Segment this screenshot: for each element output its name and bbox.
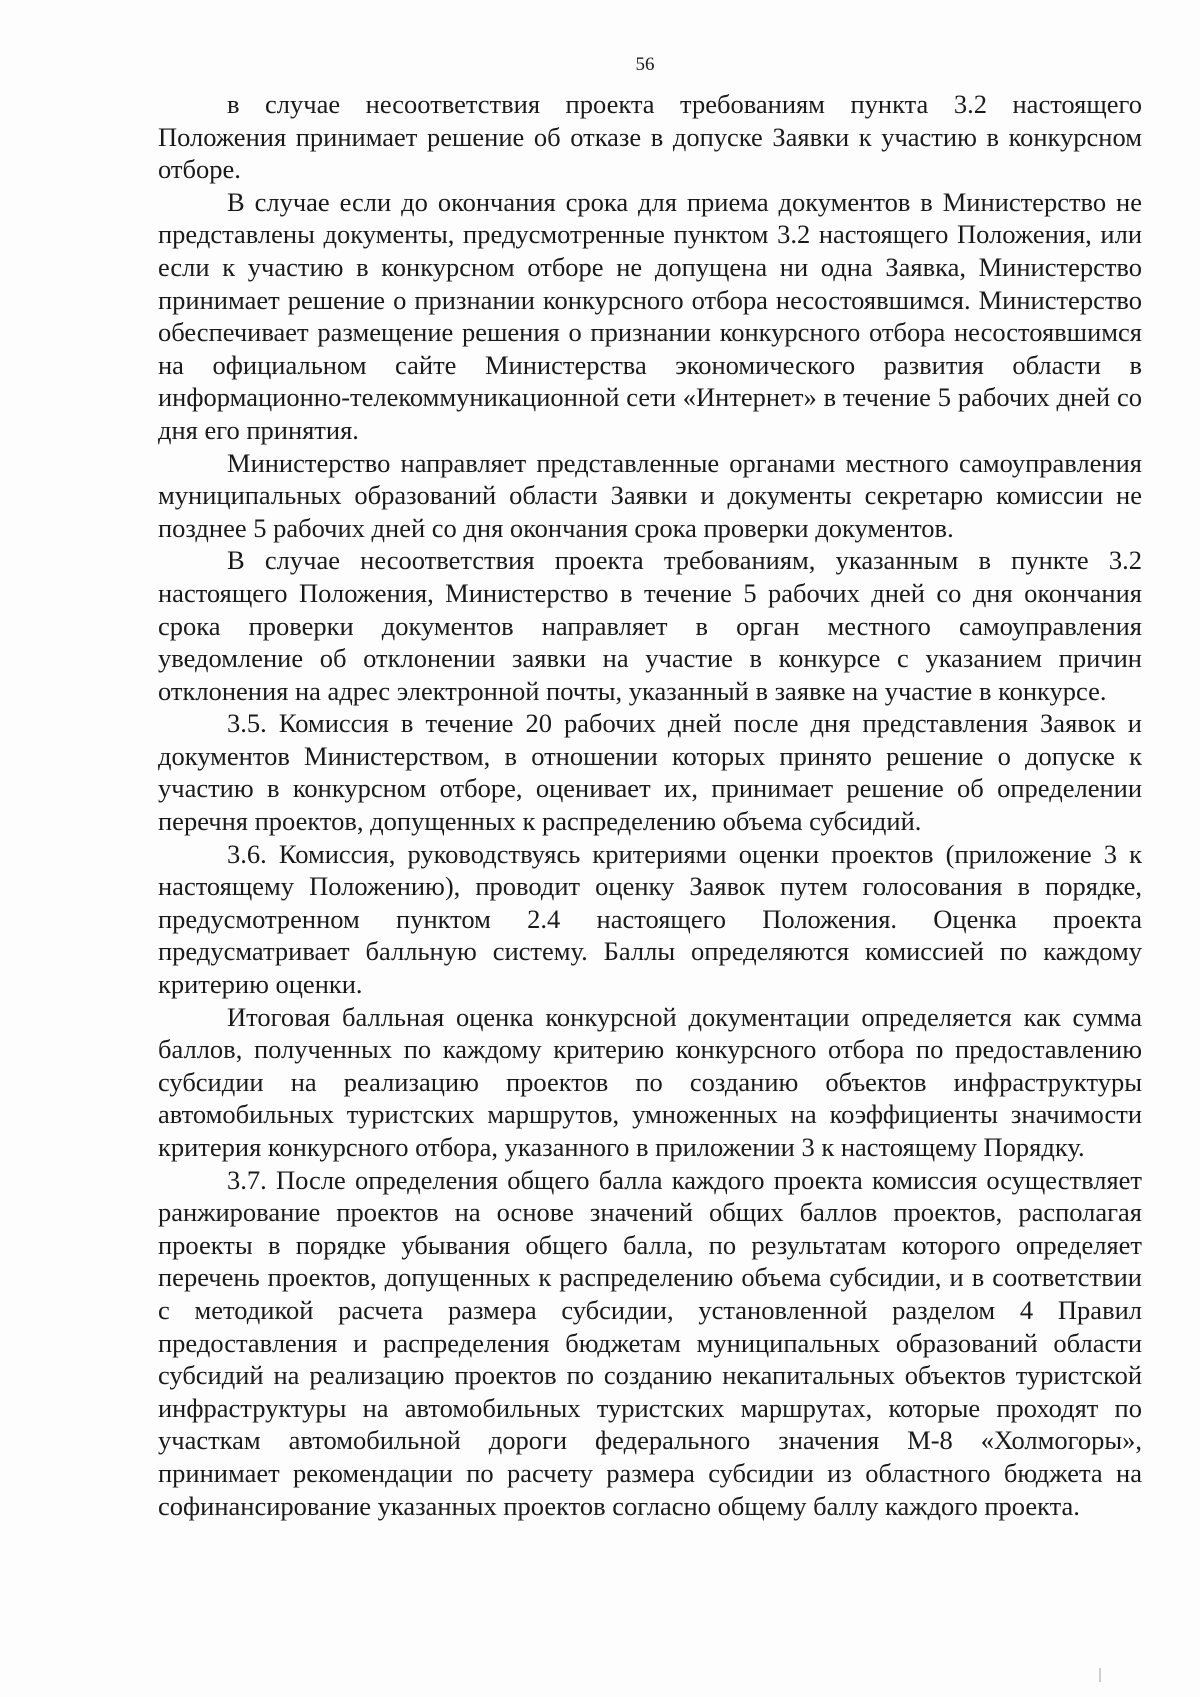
paragraph-rejection-notice: В случае несоответствия проекта требованиям, указанным в пункте 3.2 настоящего Положения, Министерство в течение 5 рабочих дней со дня окончания срока проверки документов направляет в орган местного самоуправления уведомление об отклонении заявки на участие в конкурсе с указанием причин отклонения на адрес электронной почты, указанный в заявке на участие в конкурсе. bbox=[158, 545, 1142, 706]
paragraph-rejection-decision: в случае несоответствия проекта требованиям пункта 3.2 настоящего Положения принимает решение об отказе в допуске Заявки к участию в конкурсном отборе. bbox=[158, 89, 1142, 185]
document-body bbox=[158, 88, 1142, 1522]
scan-artifact-mark bbox=[1099, 1668, 1101, 1682]
page-number: 56 bbox=[635, 54, 655, 75]
paragraph-total-score: Итоговая балльная оценка конкурсной документации определяется как сумма баллов, полученных по каждому критерию конкурсного отбора по предоставлению субсидии на реализацию проектов по созданию объектов инфраструктуры автомобильных туристских маршрутов, умноженных на коэффициенты значимости критерия конкурсного отбора, указанного в приложении 3 к настоящему Порядку. bbox=[158, 1001, 1142, 1162]
paragraph-clause-3-7: 3.7. После определения общего балла каждого проекта комиссия осуществляет ранжирование проектов на основе значений общих баллов проектов, располагая проекты в порядке убывания общего балла, по результатам которого определяет перечень проектов, допущенных к распределению объема субсидии, и в соответствии с методикой расчета размера субсидии, установленной разделом 4 Правил предоставления и распределения бюджетам муниципальных образований области субсидий на реализацию проектов по созданию некапитальных объектов туристской инфраструктуры на автомобильных туристских маршрутах, которые проходят по участкам автомобильной дороги федерального значения М-8 «Холмогоры», принимает рекомендации по расчету размера субсидии из областного бюджета на софинансирование указанных проектов согласно общему баллу каждого проекта. bbox=[158, 1164, 1142, 1521]
paragraph-clause-3-5: 3.5. Комиссия в течение 20 рабочих дней после дня представления Заявок и документов Министерством, в отношении которых принято решение о допуске к участию в конкурсном отборе, оценивает их, принимает решение об определении перечня проектов, допущенных к распределению объема субсидий. bbox=[158, 708, 1142, 837]
paragraph-selection-failed: В случае если до окончания срока для приема документов в Министерство не представлены документы, предусмотренные пунктом 3.2 настоящего Положения, или если к участию в конкурсном отборе не допущена ни одна Заявка, Министерство принимает решение о признании конкурсного отбора несостоявшимся. Министерство обеспечивает размещение решения о признании конкурсного отбора несостоявшимся на официальном сайте Министерства экономического развития области в информационно-телекоммуникационной сети «Интернет» в течение 5 рабочих дней со дня его принятия. bbox=[158, 186, 1142, 445]
paragraph-clause-3-6: 3.6. Комиссия, руководствуясь критериями оценки проектов (приложение 3 к настоящему Положению), проводит оценку Заявок путем голосования в порядке, предусмотренном пунктом 2.4 настоящего Положения. Оценка проекта предусматривает балльную систему. Баллы определяются комиссией по каждому критерию оценки. bbox=[158, 838, 1142, 1000]
paragraph-documents-to-secretary: Министерство направляет представленные органами местного самоуправления муниципальных образований области Заявки и документы секретарю комиссии не позднее 5 рабочих дней со дня окончания срока проверки документов. bbox=[158, 447, 1142, 543]
